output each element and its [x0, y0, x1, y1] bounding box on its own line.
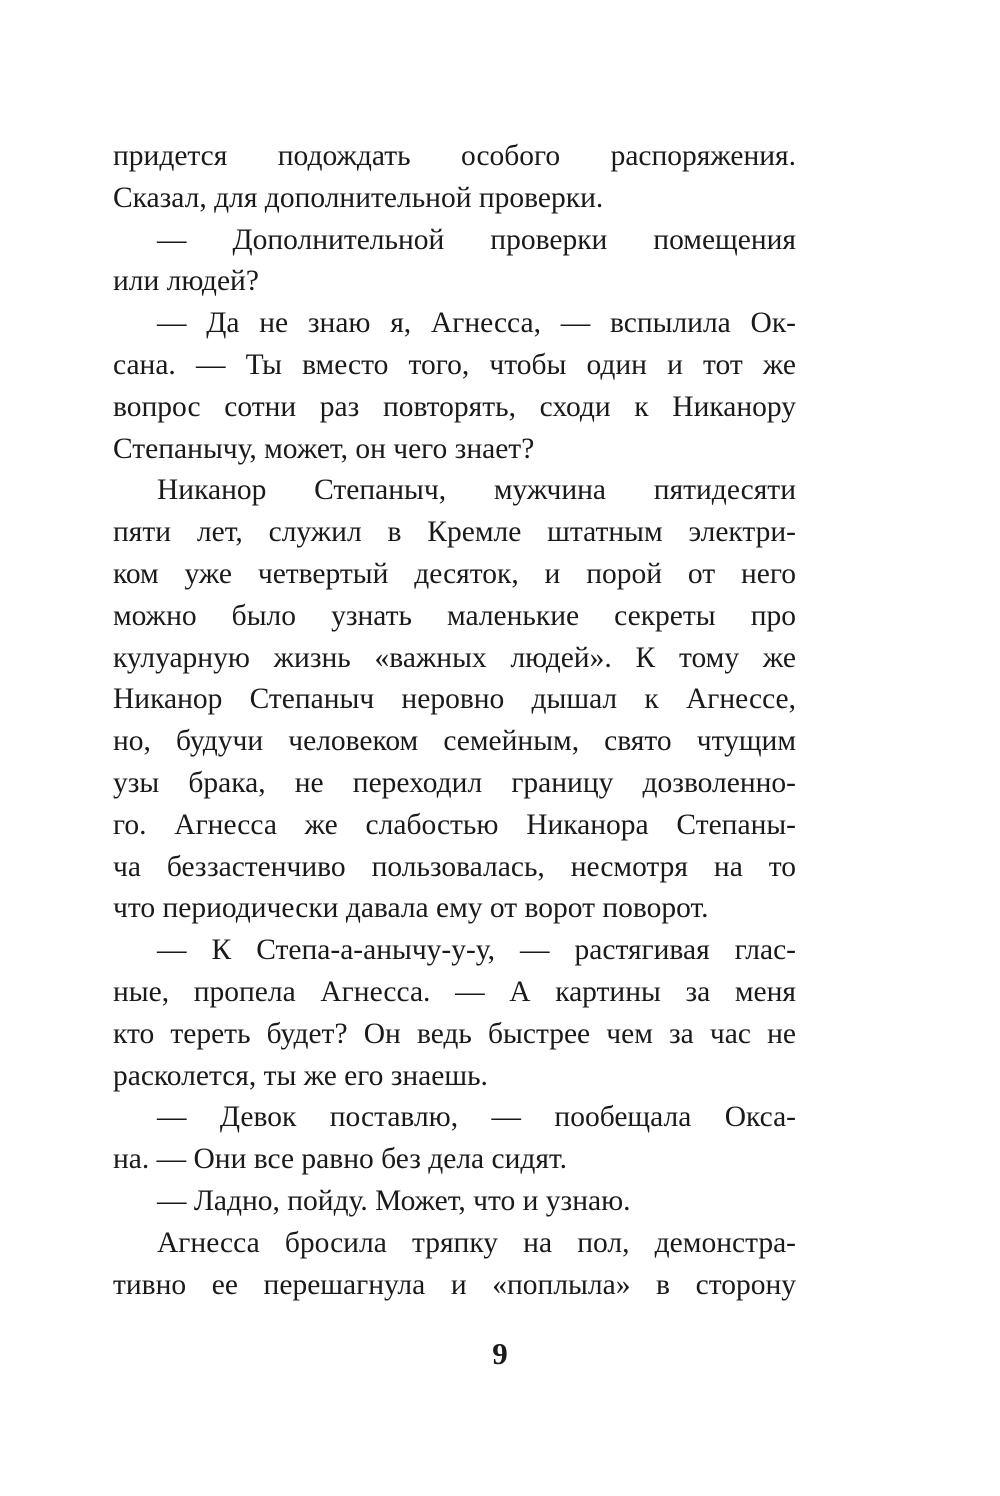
- text-line: Никанор Степаныч неровно дышал к Агнессе,: [113, 683, 796, 716]
- text-line: — К Степа-а-анычу-у-у, — растягивая глас-: [157, 934, 796, 967]
- text-line: узы брака, не переходил границу дозволенно-: [113, 766, 796, 799]
- text-line: ком уже четвертый десяток, и порой от него: [113, 557, 796, 590]
- page-number: 9: [492, 1336, 508, 1371]
- text-line: Степанычу, может, он чего знает?: [113, 432, 535, 465]
- text-line: тивно ее перешагнула и «поплыла» в сторону: [113, 1268, 796, 1301]
- text-line: пяти лет, служил в Кремле штатным электри-: [113, 516, 796, 549]
- text-line: кулуарную жизнь «важных людей». К тому же: [113, 641, 796, 674]
- body-text: [113, 136, 796, 1306]
- text-line: что периодически давала ему от ворот поворот.: [113, 892, 709, 925]
- text-line: расколется, ты же его знаешь.: [113, 1059, 488, 1092]
- text-line: или людей?: [113, 265, 259, 298]
- text-line: ча беззастенчиво пользовалась, несмотря на то: [113, 850, 796, 883]
- text-line: — Ладно, пойду. Может, что и узнаю.: [157, 1184, 631, 1217]
- text-line: — Девок поставлю, — пообещала Окса-: [157, 1101, 796, 1134]
- text-line: придется подождать особого распоряжения.: [113, 140, 796, 172]
- text-line: Сказал, для дополнительной проверки.: [113, 181, 604, 214]
- text-line: ные, пропела Агнесса. — А картины за меня: [113, 975, 796, 1008]
- text-line: Никанор Степаныч, мужчина пятидесяти: [157, 474, 796, 507]
- text-line: — Да не знаю я, Агнесса, — вспылила Ок-: [157, 307, 796, 340]
- text-line: го. Агнесса же слабостью Никанора Степаны-: [113, 808, 796, 841]
- text-line: на. — Они все равно без дела сидят.: [113, 1143, 568, 1176]
- text-line: Агнесса бросила тряпку на пол, демонстра-: [157, 1226, 796, 1259]
- text-line: сана. — Ты вместо того, чтобы один и тот же: [113, 348, 796, 381]
- text-line: можно было узнать маленькие секреты про: [113, 599, 796, 632]
- text-line: вопрос сотни раз повторять, сходи к Никанору: [113, 390, 796, 423]
- text-line: но, будучи человеком семейным, свято чтущим: [113, 725, 796, 758]
- text-line: — Дополнительной проверки помещения: [157, 223, 796, 256]
- text-line: кто тереть будет? Он ведь быстрее чем за час не: [113, 1017, 796, 1050]
